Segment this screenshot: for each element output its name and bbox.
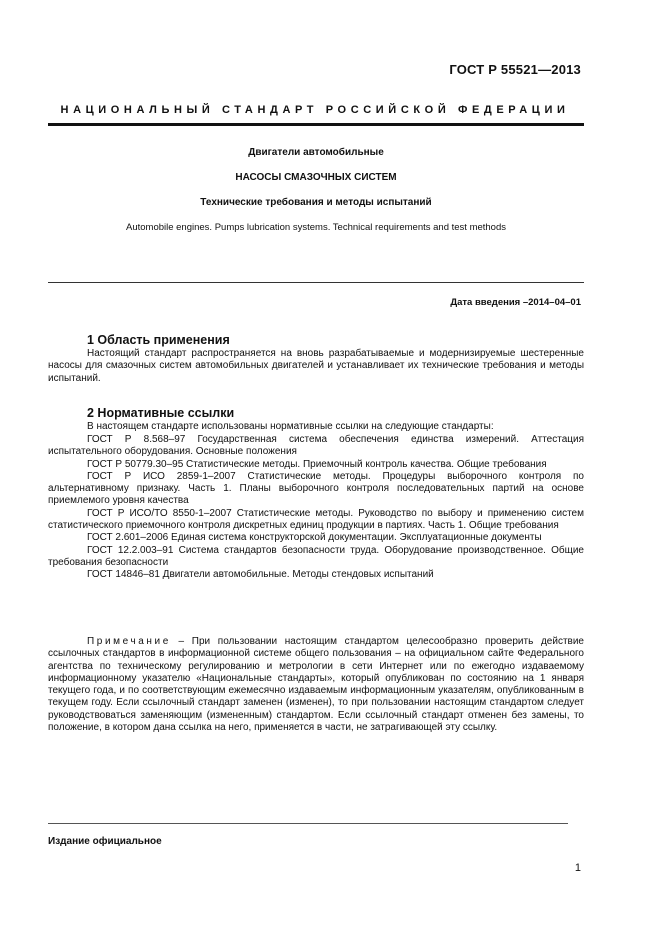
- reference-text: ГОСТ 12.2.003–91 Система стандартов безопасности труда. Оборудование производственное. Общие требования безопасности: [48, 544, 584, 568]
- page-number: 1: [574, 862, 581, 874]
- title-line-3: Технические требования и методы испытаний: [200, 197, 432, 208]
- title-rule: [48, 282, 584, 283]
- section-1-heading: 1 Область применения: [87, 333, 230, 347]
- reference-text: ГОСТ 2.601–2006 Единая система конструкторской документации. Эксплуатационные документы: [87, 532, 542, 544]
- title-english: Automobile engines. Pumps lubrication systems. Technical requirements and test methods: [125, 222, 507, 233]
- national-standard-title: НАЦИОНАЛЬНЫЙ СТАНДАРТ РОССИЙСКОЙ ФЕДЕРАЦИИ: [60, 104, 570, 116]
- reference-item: [48, 545, 584, 570]
- title-line-1: Двигатели автомобильные: [248, 147, 384, 158]
- introduction-date: Дата введения –2014–04–01: [450, 297, 581, 308]
- reference-text: ГОСТ 14846–81 Двигатели автомобильные. Методы стендовых испытаний: [87, 569, 434, 581]
- reference-item: [48, 508, 584, 533]
- title-line-2: НАСОСЫ СМАЗОЧНЫХ СИСТЕМ: [235, 172, 397, 183]
- footer-rule: [48, 823, 568, 824]
- section-1-body: Настоящий стандарт распространяется на вновь разрабатываемые и модернизируемые шестеренные насосы для смазочных систем автомобильных двигателей и устанавливает их технические требования и методы испытаний.: [48, 348, 584, 384]
- reference-text: ГОСТ Р 8.568–97 Государственная система обеспечения единства измерений. Аттестация испытательного оборудования. Основные положения: [48, 434, 584, 458]
- header-rule: [48, 123, 584, 126]
- reference-text: ГОСТ Р 50779.30–95 Статистические методы. Приемочный контроль качества. Общие требования: [87, 458, 547, 470]
- note-text: – При пользовании настоящим стандартом целесообразно проверить действие ссылочных стандартов в информационной системе общего пользования – на официальном сайте Федерального агентства по техническому регулированию и метрологии в сети Интернет или по ежегодно издаваемому информационному указателю «Национальные стандарты», который опубликован по состоянию на 1 января текущего года, и по соответствующим ежемесячно издаваемым информационным указателям, опубликованным в текущем году. Если ссылочный стандарт заменен (изменен), то при пользовании настоящим стандартом следует руководствоваться заменяющим (измененным) стандартом. Если ссылочный стандарт отменен без замены, то положение, в котором дана ссылка на него, применяется в части, не затрагивающей эту ссылку.: [48, 636, 584, 734]
- reference-text: ГОСТ Р ИСО 2859-1–2007 Статистические методы. Процедуры выборочного контроля по альтернативному признаку. Часть 1. Планы выборочного контроля последовательных партий на основе приемлемого уровня качества: [48, 470, 584, 507]
- section-1-text: [48, 348, 584, 385]
- standard-code: ГОСТ Р 55521—2013: [449, 62, 581, 77]
- note-label: Примечание: [87, 636, 171, 647]
- section-2-heading: 2 Нормативные ссылки: [87, 406, 235, 420]
- reference-item: [48, 434, 584, 459]
- official-edition-label: Издание официальное: [48, 836, 162, 847]
- section-2-intro: [48, 421, 584, 433]
- reference-text: ГОСТ Р ИСО/ТО 8550-1–2007 Статистические методы. Руководство по выбору и применению систем статистического приемочного контроля дискретных единиц продукции в партиях. Часть 1. Общие требования: [48, 507, 584, 532]
- note-paragraph: [48, 636, 584, 734]
- reference-item: [48, 532, 584, 544]
- reference-item: [48, 569, 584, 581]
- reference-list: [48, 434, 584, 582]
- section-2-intro-text: В настоящем стандарте использованы нормативные ссылки на следующие стандарты:: [87, 421, 494, 432]
- reference-item: [48, 471, 584, 508]
- reference-item: [48, 459, 584, 471]
